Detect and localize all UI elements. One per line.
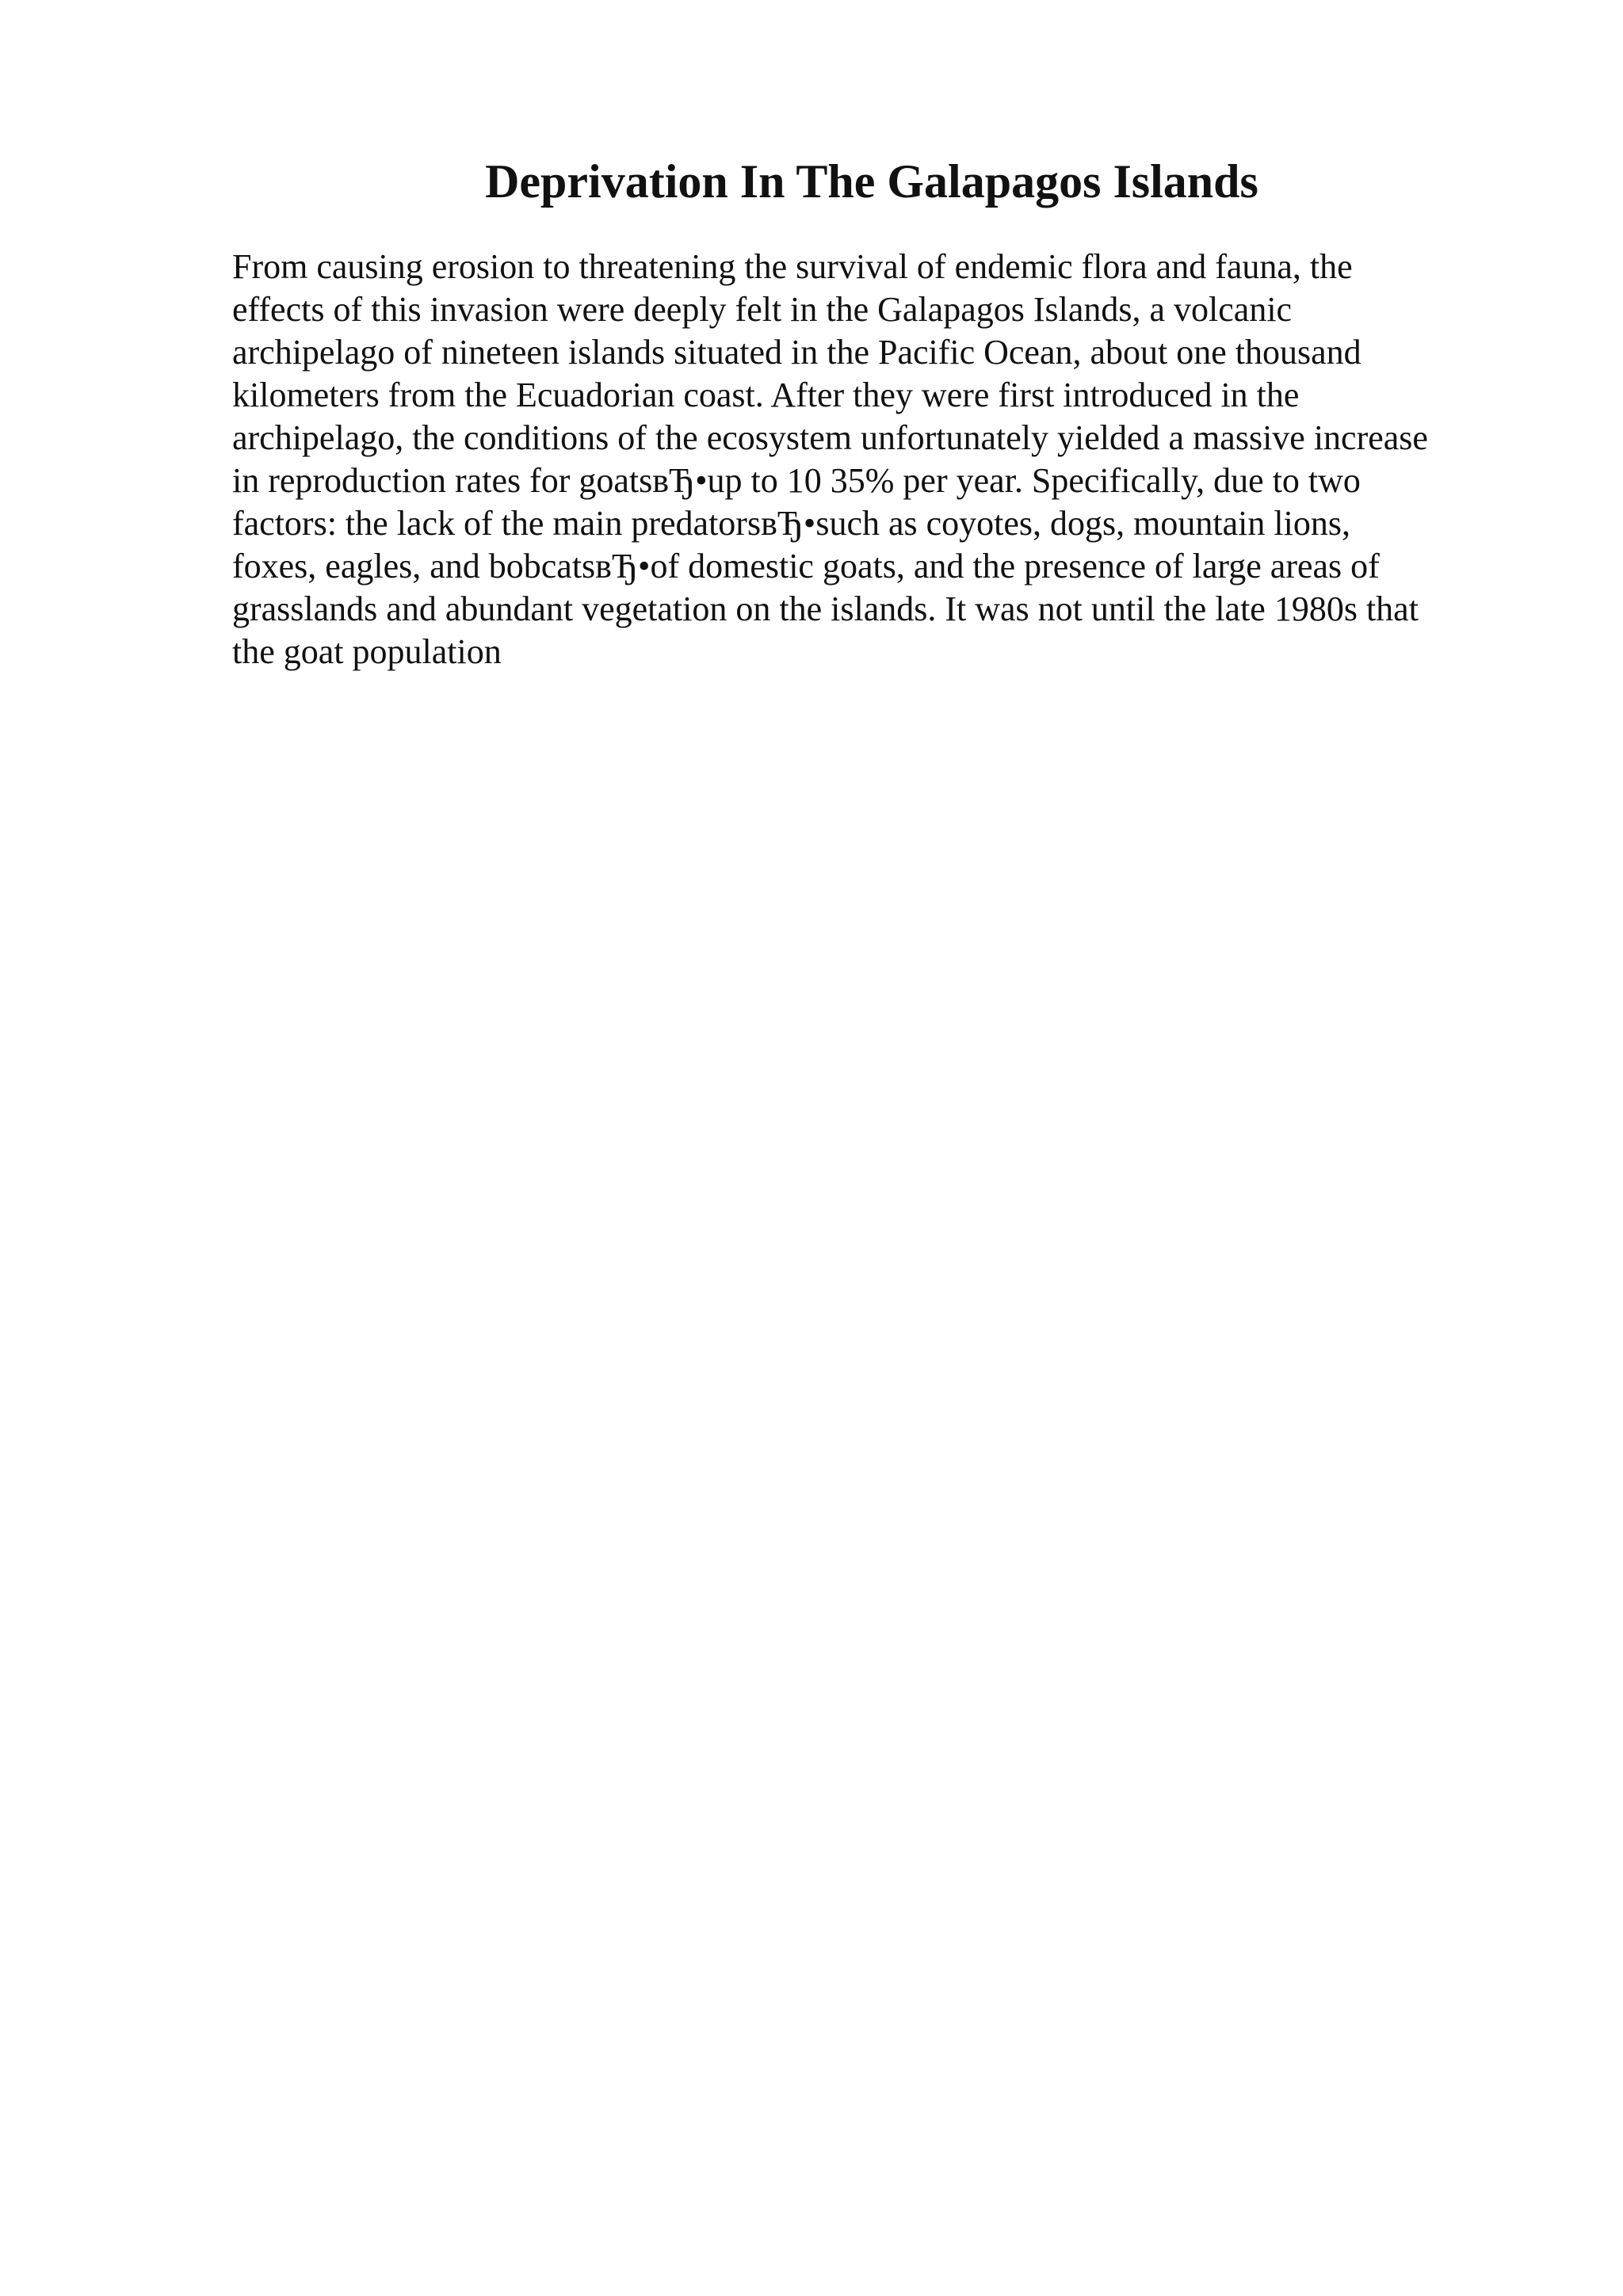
body-line: From causing erosion to threatening the survival of endemic flora and fauna, the [232, 247, 1353, 286]
body-line: foxes, eagles, and bobcatsвЂ•of domestic goats, and the presence of large areas of [232, 547, 1380, 585]
body-line: in reproduction rates for goatsвЂ•up to 10 35% per year. Specifically, due to two [232, 461, 1361, 500]
body-line: archipelago of nineteen islands situated in the Pacific Ocean, about one thousand [232, 333, 1361, 372]
body-line: effects of this invasion were deeply felt in the Galapagos Islands, a volcanic [232, 290, 1293, 329]
body-line: factors: the lack of the main predatorsвЂ•such as coyotes, dogs, mountain lions, [232, 504, 1350, 543]
body-line: kilometers from the Ecuadorian coast. After they were first introduced in the [232, 376, 1300, 414]
body-line: grasslands and abundant vegetation on the islands. It was not until the late 1980s that [232, 589, 1419, 628]
document-title: Deprivation In The Galapagos Islands [485, 155, 1258, 208]
body-line: archipelago, the conditions of the ecosystem unfortunately yielded a massive increase [232, 418, 1428, 457]
document-body [232, 246, 1516, 673]
body-line: the goat population [232, 632, 502, 671]
